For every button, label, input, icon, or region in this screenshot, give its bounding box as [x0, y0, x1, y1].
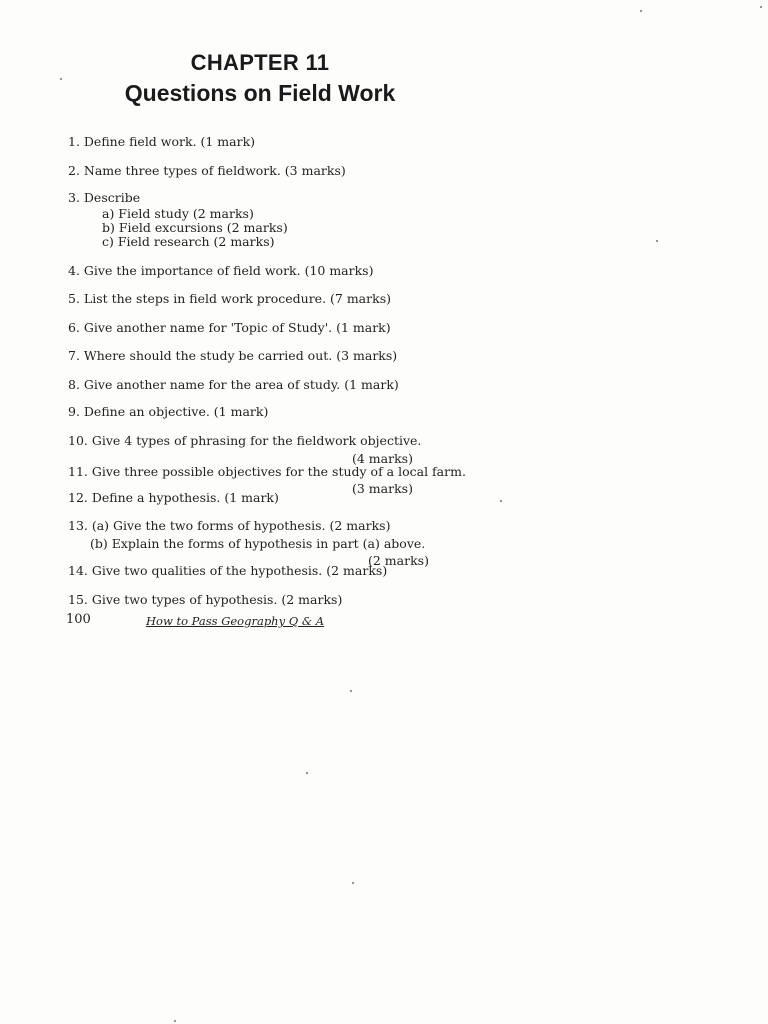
scan-speck	[656, 240, 658, 242]
question-15: 15. Give two types of hypothesis. (2 marks)	[68, 592, 343, 607]
question-11: 11. Give three possible objectives for the study of a local farm.	[68, 464, 466, 479]
question-3: 3. Describe	[68, 190, 141, 205]
question-13a: 13. (a) Give the two forms of hypothesis. (2 marks)	[68, 518, 391, 533]
question-5: 5. List the steps in field work procedure. (7 marks)	[68, 291, 391, 306]
question-2: 2. Name three types of fieldwork. (3 marks)	[68, 163, 346, 178]
question-4: 4. Give the importance of field work. (10 marks)	[68, 263, 374, 278]
question-3a: a) Field study (2 marks)	[102, 206, 254, 221]
question-8: 8. Give another name for the area of study. (1 mark)	[68, 377, 399, 392]
question-3c: c) Field research (2 marks)	[102, 234, 275, 249]
question-12: 12. Define a hypothesis. (1 mark)	[68, 490, 279, 505]
question-1: 1. Define field work. (1 mark)	[68, 134, 256, 149]
chapter-heading: CHAPTER 11	[190, 50, 330, 75]
scan-speck	[174, 1020, 176, 1022]
question-3b: b) Field excursions (2 marks)	[102, 220, 288, 235]
scan-speck	[306, 772, 308, 774]
question-11-marks: (3 marks)	[352, 481, 413, 496]
question-10: 10. Give 4 types of phrasing for the fieldwork objective.	[68, 433, 422, 448]
footer-source: How to Pass Geography Q & A	[146, 614, 325, 628]
question-6: 6. Give another name for 'Topic of Study'. (1 mark)	[68, 320, 391, 335]
question-9: 9. Define an objective. (1 mark)	[68, 404, 269, 419]
question-10-marks: (4 marks)	[352, 451, 413, 466]
question-13b-marks: (2 marks)	[368, 553, 429, 568]
scan-speck	[60, 78, 62, 80]
question-7: 7. Where should the study be carried out. (3 marks)	[68, 348, 398, 363]
question-14: 14. Give two qualities of the hypothesis. (2 marks)	[68, 563, 388, 578]
scan-speck	[640, 10, 642, 12]
page-number: 100	[66, 612, 91, 627]
scan-speck	[352, 882, 354, 884]
scan-speck	[350, 690, 352, 692]
scan-speck	[760, 6, 762, 8]
question-13b: (b) Explain the forms of hypothesis in part (a) above.	[90, 536, 426, 551]
chapter-title: Questions on Field Work	[124, 80, 396, 106]
scan-speck	[500, 500, 502, 502]
